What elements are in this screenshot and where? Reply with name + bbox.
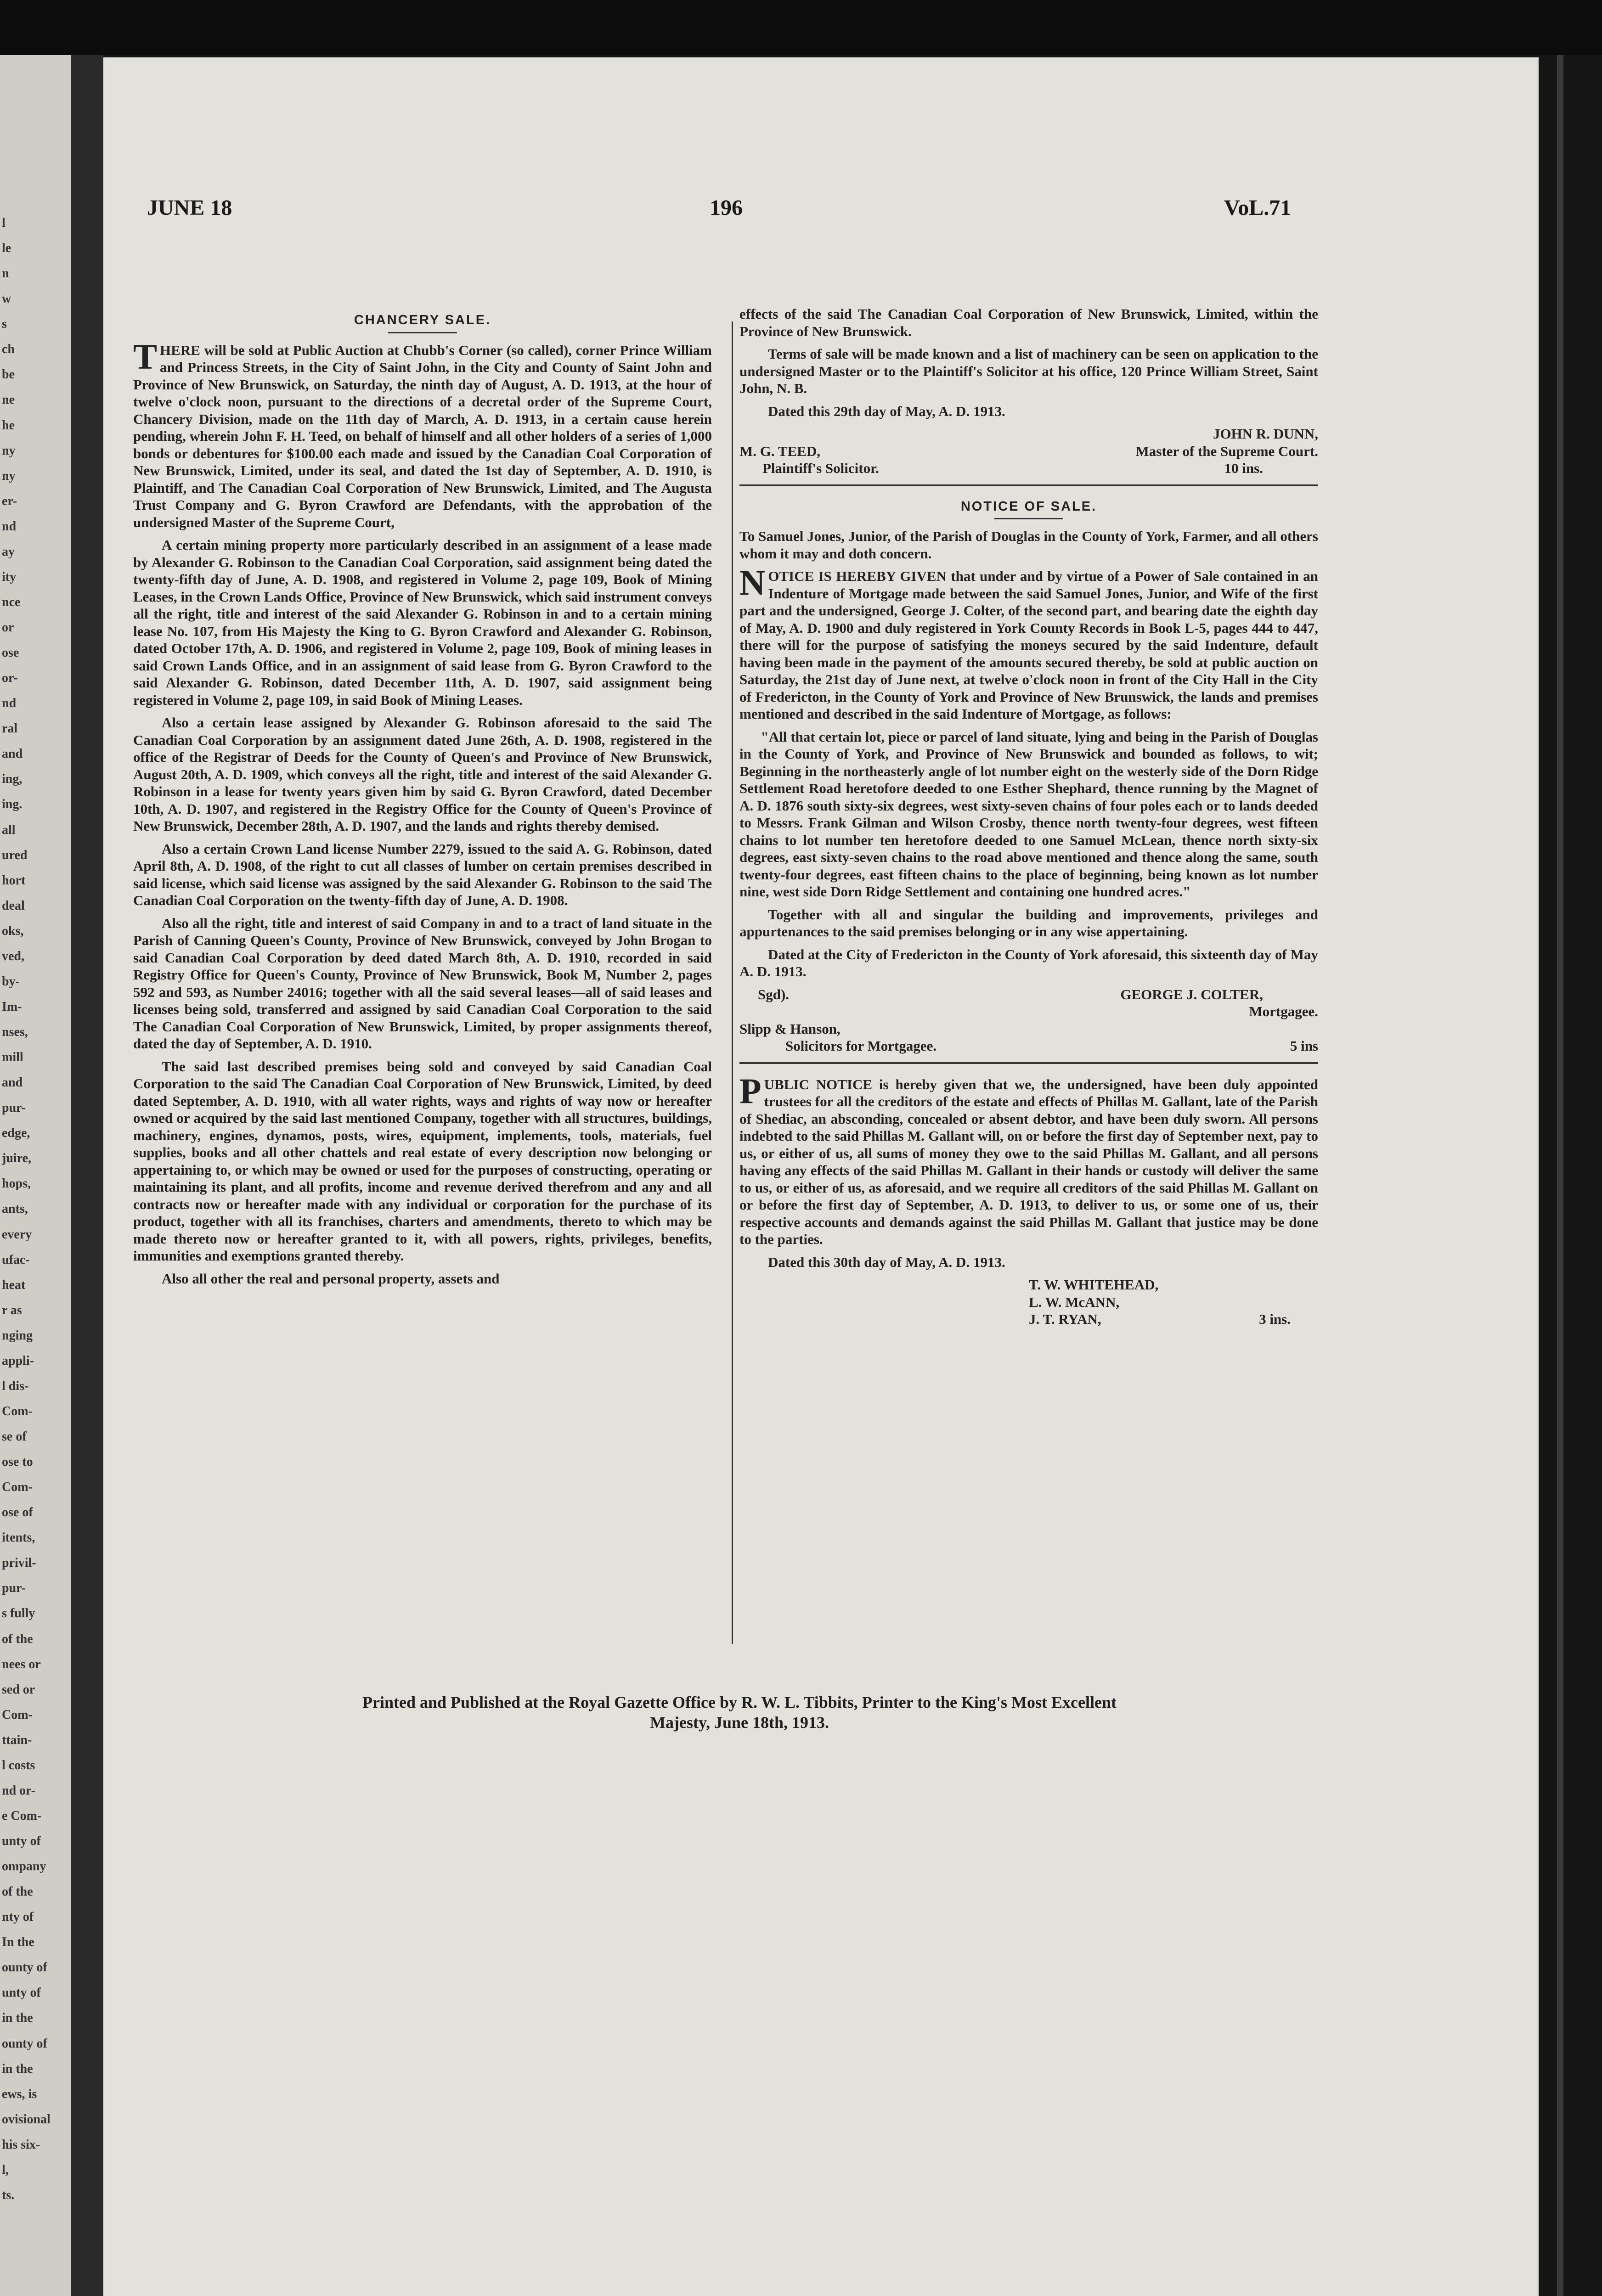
insertion-count: 3 ins. — [1259, 1311, 1291, 1327]
adjacent-page-text: ose — [2, 646, 19, 660]
header-date: JUNE 18 — [147, 196, 232, 220]
adjacent-page-text: his six- — [2, 2137, 40, 2152]
trustee-name: L. W. McANN, — [1029, 1294, 1120, 1310]
adjacent-page-fragment — [0, 55, 71, 2296]
header-volume: VoL.71 — [1224, 196, 1292, 220]
scan-right-edge — [1539, 55, 1602, 2296]
adjacent-page-text: of the — [2, 1885, 33, 1899]
master-name: JOHN R. DUNN, — [1213, 426, 1318, 442]
adjacent-page-text: by- — [2, 974, 20, 989]
signature-row — [739, 1037, 1318, 1055]
adjacent-page-text: nd or- — [2, 1783, 35, 1798]
adjacent-page-text: ured — [2, 848, 28, 862]
signature-row — [1029, 1311, 1318, 1328]
insertion-count: 10 ins. — [1224, 460, 1263, 476]
signature-row — [739, 460, 1318, 477]
adjacent-page-text: nty of — [2, 1910, 34, 1925]
adjacent-page-text: l — [2, 216, 6, 230]
chancery-paragraph: Also a certain lease assigned by Alexander G. Robinson aforesaid to the said The Canadian Coal Corporation by an assignment dated June 26th, A. D. 1908, registered in the office of the Registrar of Deeds for the County of Queen's and Province of New Brunswick, August 20th, A. D. 1909, which conveys all the right, title and interest of the said Alexander G. Robinson in a lease for twenty years given him by said G. Byron Crawford, dated December 10th, A. D. 1907, and registered in the Registry Office for the County of Queen's Province of New Brunswick, December 28th, A. D. 1907, and the lands and rights thereby demised. — [133, 715, 712, 834]
adjacent-page-text: ose to — [2, 1455, 33, 1469]
land-description — [739, 728, 1318, 900]
mortgagee-label: Mortgagee. — [1249, 1003, 1318, 1019]
notice-body-text: OTICE IS HEREBY GIVEN that under and by virtue of a Power of Sale contained in an Indenture of Mortgage made between the said Samuel Jones, Junior, and Wife of the first part and the undersigned, George J. Colter, of the second part, and bearing date the eighth day of May, A. D. 1900 and duly registered in York County Records in Book L-5, pages 444 to 447, there will for the purpose of satisfying the moneys secured by the said Indenture, default having been made in the payment of the amounts secured thereby, be sold at public auction on Saturday, the 21st day of June next, at twelve o'clock noon in front of the City Hall in the City of Fredericton, in the County of York and Province of New Brunswick, the lands and premises mentioned and described in the said Indenture of Mortgage, as follows: — [739, 568, 1318, 722]
adjacent-page-text: ne — [2, 393, 15, 407]
adjacent-page-text: edge, — [2, 1126, 30, 1141]
chancery-continuation: effects of the said The Canadian Coal Corporation of New Brunswick, Limited, within the Province of New Brunswick. — [739, 306, 1318, 339]
adjacent-page-text: nging — [2, 1328, 33, 1343]
adjacent-page-text: or- — [2, 671, 18, 686]
adjacent-page-text: itents, — [2, 1531, 35, 1545]
signature-row — [739, 986, 1318, 1003]
adjacent-page-text: or — [2, 620, 14, 635]
trustee-signatures — [739, 1276, 1318, 1328]
chancery-paragraph: Also all other the real and personal property, assets and — [162, 1270, 500, 1287]
adjacent-page-text: ovisional — [2, 2112, 51, 2127]
header-page-number: 196 — [710, 196, 743, 220]
adjacent-page-text: l, — [2, 2162, 9, 2177]
adjacent-page-text: unty of — [2, 1986, 41, 2000]
adjacent-page-text: s — [2, 317, 7, 332]
chancery-sale-title: CHANCERY SALE. — [354, 313, 491, 327]
adjacent-page-text: nees or — [2, 1657, 41, 1671]
imprint-line: Majesty, June 18th, 1913. — [650, 1713, 829, 1732]
adjacent-page-text: In the — [2, 1935, 34, 1950]
adjacent-page-text: and — [2, 747, 23, 761]
adjacent-page-text: Com- — [2, 1707, 33, 1722]
adjacent-page-text: and — [2, 1075, 23, 1090]
adjacent-page-text: appli- — [2, 1353, 34, 1368]
adjacent-page-text: ounty of — [2, 1960, 47, 1975]
adjacent-page-text: be — [2, 367, 15, 382]
public-notice-dated: Dated this 30th day of May, A. D. 1913. — [768, 1254, 1005, 1270]
drop-cap: P — [739, 1070, 762, 1111]
adjacent-page-text: le — [2, 241, 11, 256]
land-description-text: "All that certain lot, piece or parcel of land situate, lying and being in the Parish of Douglas in the County of York, and Province of New Brunswick and bounded as follows, to wit; Beginning in the northeasterly angle of lot number eight on the westerly side of the Dorn Ridge Settlement Road heretofore deeded to one Esther Shephard, thence running by the Magnet of A. D. 1876 south sixty-six degrees, west sixty-seven chains of four poles each or to lands deeded to Messrs. Frank Gilman and Wilson Crosby, thence north twenty-four degrees, west fifteen chains to lot number ten heretofore deeded to one Samuel McLean, thence north sixty-six degrees, east sixty-seven chains to the road above mentioned and thence along the same, south twenty-four degrees, east fifteen chains to the place of beginning, being known as lot number nine, west side Dorn Ridge Settlement and containing one hundred acres." — [739, 728, 1318, 900]
adjacent-page-text: pur- — [2, 1581, 26, 1596]
signature-row — [739, 425, 1318, 443]
scan-top-margin — [0, 0, 1602, 55]
adjacent-page-text: s fully — [2, 1606, 35, 1621]
adjacent-page-text: juire, — [2, 1151, 32, 1166]
adjacent-page-text: ose of — [2, 1505, 33, 1520]
adjacent-page-text: w — [2, 292, 11, 306]
adjacent-page-text: hort — [2, 873, 26, 888]
notice-of-sale-title: NOTICE OF SALE. — [960, 499, 1097, 514]
signer-name: GEORGE J. COLTER, — [1120, 986, 1263, 1002]
solicitor-firm-title: Solicitors for Mortgagee. — [785, 1038, 937, 1054]
adjacent-page-text: all — [2, 822, 16, 837]
adjacent-page-text: ny — [2, 443, 16, 458]
adjacent-page-text: unty of — [2, 1834, 41, 1849]
notice-addressee: To Samuel Jones, Junior, of the Parish of Douglas in the County of York, Farmer, and all others whom it may and doth concern. — [739, 528, 1318, 562]
adjacent-page-text: se of — [2, 1429, 27, 1444]
solicitor-firm: Slipp & Hanson, — [739, 1020, 840, 1037]
chancery-paragraph: Also all the right, title and interest of said Company in and to a tract of land situate in the Parish of Canning Queen's County, Province of New Brunswick, conveyed by John Brogan to said Canadian Coal Corporation by deed dated March 8th, A. D. 1910, recorded in said Registry Office for Queen's County, Province of New Brunswick, Book M, Number 2, pages 592 and 593, as Number 24016; together with all the said several leases—all of said leases and licenses being sold, transferred and assigned by said Canadian Coal Corporation to the said The Canadian Coal Corporation of New Brunswick, Limited, by proper assignments thereof, dated the day of September, A. D. 1910. — [133, 915, 712, 1052]
master-title: Master of the Supreme Court. — [1135, 443, 1318, 459]
adjacent-page-text: Im- — [2, 999, 22, 1014]
adjacent-page-text: sed or — [2, 1682, 35, 1697]
notice-dated: Dated at the City of Fredericton in the County of York aforesaid, this sixteenth day of May A. D. 1913. — [739, 946, 1318, 979]
chancery-paragraph: Also a certain Crown Land license Number 2279, issued to the said A. G. Robinson, dated April 8th, A. D. 1908, of the right to cut all classes of lumber on certain premises described in said license, which said license was assigned by the said Alexander G. Robinson to the said The Canadian Coal Corporation on the twenty-fifth day of June, A. D. 1908. — [133, 840, 712, 908]
adjacent-page-text: ts. — [2, 2188, 15, 2202]
drop-cap: T — [133, 336, 158, 377]
adjacent-page-text: privil- — [2, 1556, 36, 1570]
drop-cap: N — [739, 563, 766, 602]
adjacent-page-text: ved, — [2, 949, 24, 963]
solicitor-title: Plaintiff's Solicitor. — [762, 460, 879, 476]
left-column — [133, 305, 712, 1651]
sgd-label: Sgd). — [758, 986, 790, 1002]
title-rule — [994, 518, 1063, 519]
adjacent-page-text: ants, — [2, 1202, 28, 1216]
chancery-intro-text: HERE will be sold at Public Auction at Chubb's Corner (so called), corner Prince William and Princess Streets, in the City of Saint John, in the City and County of Saint John and Province of New Brunswick, on Saturday, the ninth day of August, A. D. 1913, at the hour of twelve o'clock noon, pursuant to the directions of a decretal order of the Supreme Court, Chancery Division, made on the 11th day of March, A. D. 1913, in a certain cause herein pending, wherein John F. H. Teed, on behalf of himself and all other holders of a series of 1,000 bonds or debentures for $100.00 each made and issued by the Canadian Coal Corporation of New Brunswick, Limited, under its seal, and dated the 1st day of September, A. D. 1910, is Plaintiff, and The Canadian Coal Corporation of New Brunswick, Limited, and The Augusta Trust Company and G. Byron Crawford are Defendants, with the approbation of the undersigned Master of the Supreme Court, — [133, 342, 712, 530]
adjacent-page-text: in the — [2, 2011, 33, 2026]
adjacent-page-text: nd — [2, 519, 17, 534]
insertion-count: 5 ins — [1290, 1038, 1318, 1054]
adjacent-page-text: ounty of — [2, 2036, 47, 2051]
right-column — [739, 305, 1318, 1651]
adjacent-page-text: hops, — [2, 1176, 31, 1191]
adjacent-page-text: of the — [2, 1632, 33, 1646]
binding-gutter — [71, 55, 103, 2296]
adjacent-page-text: e Com- — [2, 1808, 42, 1823]
chancery-intro — [133, 336, 712, 531]
adjacent-page-text: ny — [2, 468, 16, 483]
public-notice-text: UBLIC NOTICE is hereby given that we, the undersigned, have been duly appointed trustees for all the creditors of the estate and effects of Phillas M. Gallant, late of the Parish of Shediac, an absconding, concealed or absent debtor, and have been duly sworn. All persons indebted to the said Phillas M. Gallant will, on or before the first day of September next, pay to us, or either of us, all sums of money they owe to the said Phillas M. Gallant, and all persons having any effects of the said Phillas M. Gallant in their hands or custody will deliver the same to us, or either of us, as aforesaid, and we require all creditors of the said Phillas M. Gallant on or before the first day of September, A. D. 1913, to deliver to us, or some one of us, their respective accounts and demands against the said Phillas M. Gallant that justice may be done to the parties. — [739, 1076, 1318, 1247]
section-rule — [739, 484, 1318, 486]
adjacent-page-text: ing. — [2, 797, 23, 812]
adjacent-page-text: ttain- — [2, 1733, 32, 1747]
adjacent-page-text: ity — [2, 569, 17, 584]
signature-row — [739, 443, 1318, 460]
adjacent-page-text: heat — [2, 1277, 26, 1292]
chancery-terms: Terms of sale will be made known and a list of machinery can be seen on application to the undersigned Master or to the Plaintiff's Solicitor at his office, 120 Prince William Street, Saint John, N. B. — [739, 346, 1318, 396]
adjacent-page-text: ay — [2, 544, 15, 559]
adjacent-page-text: deal — [2, 898, 25, 913]
adjacent-page-text: nses, — [2, 1025, 28, 1040]
adjacent-page-text: ral — [2, 721, 18, 736]
adjacent-page-text: mill — [2, 1050, 23, 1065]
section-rule — [739, 1062, 1318, 1064]
adjacent-page-text: er- — [2, 494, 17, 508]
adjacent-page-text: l costs — [2, 1758, 35, 1773]
adjacent-page-text: n — [2, 266, 9, 281]
adjacent-page-text: l dis- — [2, 1379, 29, 1393]
adjacent-page-text: Com- — [2, 1404, 33, 1418]
adjacent-page-text: in the — [2, 2061, 33, 2076]
chancery-paragraph: A certain mining property more particularly described in an assignment of a lease made by Alexander G. Robinson to the Canadian Coal Corporation, said assignment being dated the twenty-fifth day of June, A. D. 1908, and registered in Volume 2, page 109, Book of Mining Leases, in the Crown Lands Office, Province of New Brunswick, which said instrument conveys all the right, title and interest of the said Alexander G. Robinson in and to a certain mining lease No. 107, from His Majesty the King to G. Byron Crawford and Alexander G. Robinson, dated October 17th, A. D. 1906, and registered in Volume 2, page 109, Book of mining leases in said Crown Lands Office, and in an assignment of said lease from G. Byron Crawford to the said Alexander G. Robinson, dated December 11th, A. D. 1907, said assignment being registered in Volume 2, page 109, in said Book of Mining Leases. — [133, 537, 712, 708]
column-rule — [732, 321, 733, 1644]
adjacent-page-text: ufac- — [2, 1252, 30, 1267]
chancery-dated: Dated this 29th day of May, A. D. 1913. — [768, 403, 1005, 419]
trustee-name: T. W. WHITEHEAD, — [1029, 1277, 1159, 1293]
trustee-name: J. T. RYAN, — [1029, 1311, 1101, 1327]
adjacent-page-text: ews, is — [2, 2087, 37, 2101]
notice-body — [739, 563, 1318, 723]
adjacent-page-text: ing, — [2, 772, 23, 787]
adjacent-page-text: pur- — [2, 1101, 26, 1115]
adjacent-page-text: Com- — [2, 1480, 33, 1495]
adjacent-page-text: r as — [2, 1303, 22, 1317]
adjacent-page-text: oks, — [2, 923, 24, 938]
title-rule — [388, 332, 457, 333]
imprint-line: Printed and Published at the Royal Gazette Office by R. W. L. Tibbits, Printer to the King's Most Excellent — [362, 1693, 1117, 1711]
adjacent-page-text: he — [2, 418, 15, 433]
signature-row — [739, 1020, 1318, 1038]
solicitor-name: M. G. TEED, — [739, 443, 820, 459]
notice-together: Together with all and singular the building and improvements, privileges and appurtenances to the said premises belonging or in any wise appertaining. — [739, 906, 1318, 940]
public-notice-body — [739, 1070, 1318, 1248]
printer-imprint — [152, 1692, 1327, 1733]
signature-row — [739, 1003, 1318, 1020]
page-edge-stripe — [1557, 55, 1563, 2296]
adjacent-page-text: nce — [2, 595, 21, 609]
chancery-paragraph: The said last described premises being sold and conveyed by said Canadian Coal Corporation to the said The Canadian Coal Corporation of New Brunswick, Limited, by deed dated September, A. D. 1910, with all water rights, ways and rights of way now or hereafter owned or acquired by the said last mentioned Company, together with all structures, buildings, machinery, engines, dynamos, posts, wires, equipment, implements, tools, materials, fuel supplies, books and all other chattels and real estate of every description now belonging or appertaining to, or which may be owned or used for the purposes of constructing, operating or maintaining its plant, and all profits, income and revenue derived therefrom and any and all contracts now or hereafter made with any individual or corporation for the purchase of its product, together with all its franchises, charters and amendments, thereto to which may be made thereto now or hereafter granted to it, with all powers, rights, privileges, benefits, immunities and exemptions granted thereby. — [133, 1058, 712, 1264]
adjacent-page-text: ompany — [2, 1859, 46, 1874]
adjacent-page-text: ch — [2, 342, 15, 357]
adjacent-page-text: every — [2, 1227, 32, 1242]
adjacent-page-text: nd — [2, 696, 17, 711]
